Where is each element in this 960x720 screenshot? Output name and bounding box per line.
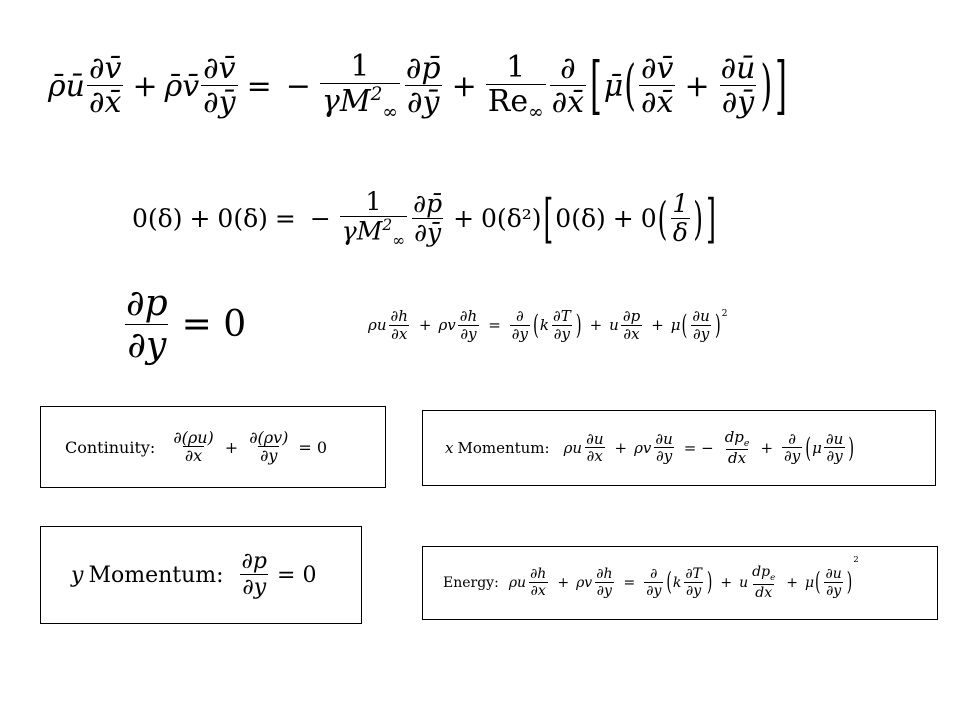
xmom-frac-du-dy: $\frac{\partial u}{\partial y}$ <box>655 429 673 466</box>
eq2-term: 0(δ) <box>217 204 268 234</box>
energy-label: Energy: <box>443 575 499 591</box>
x-momentum-box <box>422 410 936 486</box>
eq4-frac-du-dy: $\frac{\partial u}{\partial y}$ <box>692 307 710 343</box>
energy-mu: μ <box>804 575 815 591</box>
xmom-frac-d-dy: $\frac{\partial}{\partial y}$ <box>784 429 801 466</box>
energy-coef: ρu <box>508 575 527 591</box>
energy-left-paren: ( <box>815 568 821 598</box>
x-momentum-label-var: x <box>445 439 454 457</box>
eq1-right-paren: ) <box>760 55 773 119</box>
eq4-right-paren: ) <box>714 309 721 342</box>
energy-right-paren: ) <box>846 568 853 598</box>
energy-frac-dT-dy: $\frac{\partial T}{\partial y}$ <box>685 565 702 600</box>
energy-u: u <box>739 575 749 591</box>
energy-plus: + <box>786 575 798 591</box>
eq4-plus: + <box>589 316 603 335</box>
eq4-u: u <box>609 316 619 335</box>
xmom-plus: + <box>614 439 628 457</box>
eq2-right-paren: ) <box>693 192 704 245</box>
xmom-right-paren: ) <box>848 431 855 465</box>
energy-frac-dh-dy: $\frac{\partial h}{\partial y}$ <box>596 565 613 600</box>
energy-frac-dpe-dx: $\frac{dp_e}{dx}$ <box>752 564 776 601</box>
eq2-minus: − <box>309 204 331 234</box>
xmom-coef: ρu <box>563 439 583 457</box>
energy-frac-d-dy: $\frac{\partial}{\partial y}$ <box>646 565 662 600</box>
eq4-frac-dT-dy: $\frac{\partial T}{\partial y}$ <box>552 307 571 343</box>
eq2-right-bracket: ] <box>706 188 716 250</box>
xmom-plus: + <box>760 439 774 457</box>
energy-coef: ρv <box>576 575 593 591</box>
eq1-frac-dv-dy: $\frac{\partial v̄}{\partial ȳ}$ <box>203 51 236 121</box>
eq2-term: 0 <box>640 204 657 234</box>
eq4-coef: ρu <box>368 316 387 335</box>
energy-plus: + <box>720 575 733 591</box>
eq4-plus: + <box>651 316 664 335</box>
eq4-left-paren: ( <box>681 309 688 342</box>
eq4-left-paren: ( <box>533 309 539 342</box>
eq3-rhs: = 0 <box>181 304 247 346</box>
eq2-plus: + <box>189 204 211 234</box>
eq2-left-bracket: [ <box>543 188 554 250</box>
xmom-frac-du-dx: $\frac{\partial u}{\partial x}$ <box>586 429 604 466</box>
eq2-frac-inv-gamma-mach: $\frac{1}{\gamma M^2_\infty}$ <box>341 187 406 249</box>
x-momentum-label: Momentum: <box>457 439 550 457</box>
eq4-coef: ρv <box>438 316 456 335</box>
energy-left-paren: ( <box>666 568 672 598</box>
eq2-term: 0(δ²) <box>481 204 542 234</box>
eq4-frac-dp-dx: $\frac{\partial p}{\partial x}$ <box>622 307 641 343</box>
y-momentum-box <box>40 526 362 624</box>
eq4-k: k <box>539 316 549 335</box>
xmom-frac-dpe-dx: $\frac{dp_e}{dx}$ <box>724 427 750 467</box>
eq1-plus: + <box>132 69 158 105</box>
eq1-plus: + <box>684 69 710 105</box>
continuity-label: Continuity: <box>65 437 156 457</box>
eq1-lhs-coef-1: ρ̄ū <box>48 69 85 105</box>
continuity-plus: + <box>224 437 239 457</box>
energy-frac-du-dy: $\frac{\partial u}{\partial y}$ <box>825 565 842 600</box>
eq4-plus: + <box>418 316 432 335</box>
ymom-frac-dp-dy: $\frac{\partial p}{\partial y}$ <box>241 548 268 600</box>
continuity-box <box>40 406 386 488</box>
eq1-frac-dv-dx-inner: $\frac{\partial v̄}{\partial x̄}$ <box>641 51 674 121</box>
y-momentum-label-var: y <box>71 562 84 588</box>
eq4-square: 2 <box>721 308 728 319</box>
continuity-frac-rho-u: $\frac{\partial(\rho u)}{\partial x}$ <box>173 427 214 466</box>
eq1-frac-inv-gamma-mach: $\frac{1}{\gamma M^2_\infty}$ <box>321 49 398 123</box>
energy-square: 2 <box>853 555 859 565</box>
eq2-plus: + <box>612 204 634 234</box>
eq1-equals: = <box>246 69 272 105</box>
xmom-mu: μ <box>812 439 822 457</box>
eq1-frac-dv-dx: $\frac{\partial v̄}{\partial x̄}$ <box>88 51 122 121</box>
eq4-equals: = <box>488 316 501 335</box>
eq1-lhs-coef-2: ρ̄v̄ <box>164 69 200 105</box>
eq2-plus: + <box>453 204 475 234</box>
eq1-frac-inv-reynolds: $\frac{1}{Re_\infty}$ <box>487 49 544 123</box>
ymom-rhs: = 0 <box>277 562 317 588</box>
xmom-left-paren: ( <box>805 431 812 465</box>
continuity-rhs: = 0 <box>298 437 328 457</box>
energy-box <box>422 546 938 620</box>
eq2-left-paren: ( <box>657 192 668 245</box>
eq1-plus: + <box>451 69 477 105</box>
energy-frac-dh-dx: $\frac{\partial h}{\partial x}$ <box>530 565 547 600</box>
eq1-mu: μ̄ <box>603 69 624 105</box>
y-momentum-label: Momentum: <box>88 562 224 588</box>
eq4-frac-dh-dx: $\frac{\partial h}{\partial x}$ <box>390 307 408 343</box>
eq2-frac-dp-dy: $\frac{\partial p̄}{\partial ȳ}$ <box>413 189 443 247</box>
xmom-coef: ρv <box>634 439 652 457</box>
energy-k: k <box>672 575 682 591</box>
eq1-right-bracket: ] <box>775 49 787 124</box>
eq2-term: 0(δ) <box>132 204 183 234</box>
energy-right-paren: ) <box>706 568 713 598</box>
energy-equation <box>368 308 728 343</box>
order-of-magnitude-equation <box>132 188 718 250</box>
eq4-right-paren: ) <box>575 309 582 342</box>
eq3-frac-dp-dy: $\frac{\partial p}{\partial y}$ <box>126 283 168 366</box>
eq2-term: 0(δ) <box>555 204 606 234</box>
energy-equals: = <box>623 575 636 591</box>
eq1-minus: − <box>285 69 311 105</box>
xmom-equals: = − <box>683 439 714 457</box>
eq1-frac-du-dy-inner: $\frac{\partial ū}{\partial ȳ}$ <box>720 51 756 121</box>
eq4-frac-d-dy: $\frac{\partial}{\partial y}$ <box>511 307 529 343</box>
eq2-equals: = <box>274 204 296 234</box>
y-momentum-full-equation <box>48 50 789 123</box>
eq2-frac-inv-delta: $\frac{1}{\delta}$ <box>672 189 689 247</box>
dp-dy-zero-equation <box>122 284 246 366</box>
eq1-left-bracket: [ <box>590 49 602 124</box>
eq1-left-paren: ( <box>624 55 636 119</box>
eq4-mu: μ <box>670 316 681 335</box>
eq1-frac-d-dx: $\frac{\partial}{\partial x̄}$ <box>551 51 585 121</box>
continuity-frac-rho-v: $\frac{\partial(\rho v)}{\partial y}$ <box>249 427 289 466</box>
eq4-frac-dh-dy: $\frac{\partial h}{\partial y}$ <box>459 307 478 343</box>
energy-plus: + <box>557 575 570 591</box>
xmom-frac-du-dy-inner: $\frac{\partial u}{\partial y}$ <box>825 429 844 466</box>
eq1-frac-dp-dy: $\frac{\partial p̄}{\partial ȳ}$ <box>405 51 441 121</box>
